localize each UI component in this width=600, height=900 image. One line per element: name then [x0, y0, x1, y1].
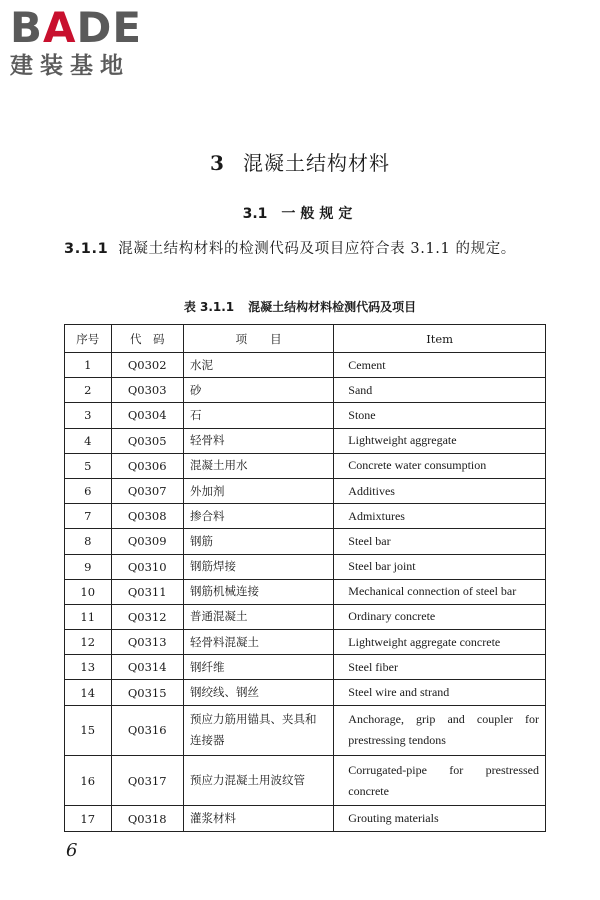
cell-code: Q0310: [111, 554, 183, 579]
cell-item-en: Stone: [334, 403, 546, 428]
cell-no: 3: [65, 403, 112, 428]
cell-code: Q0314: [111, 655, 183, 680]
table-row: [65, 680, 546, 705]
clause-number: 3.1.1: [64, 241, 109, 257]
cell-code: Q0305: [111, 428, 183, 453]
header-item: 项 目: [183, 325, 333, 353]
cell-item-en: Lightweight aggregate: [334, 428, 546, 453]
header-no: 序号: [65, 325, 112, 353]
cell-item-en: Steel bar: [334, 529, 546, 554]
cell-no: 14: [65, 680, 112, 705]
cell-item: 灌浆材料: [183, 806, 333, 831]
table-body: [65, 353, 546, 832]
table-row: [65, 453, 546, 478]
cell-code: Q0309: [111, 529, 183, 554]
cell-no: 10: [65, 579, 112, 604]
cell-item: 钢纤维: [183, 655, 333, 680]
cell-no: 9: [65, 554, 112, 579]
table-header-row: [65, 325, 546, 353]
cell-code: Q0302: [111, 353, 183, 378]
cell-code: Q0306: [111, 453, 183, 478]
cell-code: Q0303: [111, 378, 183, 403]
cell-code: Q0312: [111, 604, 183, 629]
cell-item-en: Steel fiber: [334, 655, 546, 680]
chapter-number: 3: [210, 151, 225, 175]
cell-code: Q0317: [111, 756, 183, 806]
cell-item: 钢筋机械连接: [183, 579, 333, 604]
table-row: [65, 554, 546, 579]
cell-no: 12: [65, 630, 112, 655]
header-code: 代 码: [111, 325, 183, 353]
cell-item: 水泥: [183, 353, 333, 378]
table-row: [65, 705, 546, 755]
cell-item-en: Anchorage, grip and coupler for prestressing tendons: [334, 705, 546, 755]
cell-item-en: Concrete water consumption: [334, 453, 546, 478]
cell-item: 轻骨料混凝土: [183, 630, 333, 655]
cell-no: 7: [65, 504, 112, 529]
table-row: [65, 504, 546, 529]
cell-no: 5: [65, 453, 112, 478]
cell-no: 16: [65, 756, 112, 806]
clause-text: 混凝土结构材料的检测代码及项目应符合表 3.1.1 的规定。: [118, 241, 516, 257]
materials-table: [64, 324, 546, 832]
cell-item: 掺合料: [183, 504, 333, 529]
cell-no: 15: [65, 705, 112, 755]
cell-item: 钢筋焊接: [183, 554, 333, 579]
cell-item: 石: [183, 403, 333, 428]
cell-item: 砂: [183, 378, 333, 403]
cell-no: 8: [65, 529, 112, 554]
chapter-title-text: 混凝土结构材料: [242, 151, 390, 175]
cell-item-en: Lightweight aggregate concrete: [334, 630, 546, 655]
section-title: [0, 203, 600, 223]
cell-no: 4: [65, 428, 112, 453]
table-row: [65, 428, 546, 453]
table-row: [65, 630, 546, 655]
cell-item: 预应力筋用锚具、夹具和连接器: [183, 705, 333, 755]
logo-mark: [10, 3, 180, 52]
table-row: [65, 403, 546, 428]
section-number: 3.1: [242, 206, 268, 222]
cell-item: 钢绞线、钢丝: [183, 680, 333, 705]
logo: [10, 3, 180, 80]
header-item-en: Item: [334, 325, 546, 353]
cell-item-en: Grouting materials: [334, 806, 546, 831]
cell-no: 11: [65, 604, 112, 629]
cell-item: 普通混凝土: [183, 604, 333, 629]
cell-code: Q0318: [111, 806, 183, 831]
cell-code: Q0308: [111, 504, 183, 529]
cell-item: 预应力混凝土用波纹管: [183, 756, 333, 806]
logo-accent-letter: A: [43, 3, 77, 52]
cell-item-en: Admixtures: [334, 504, 546, 529]
cell-code: Q0311: [111, 579, 183, 604]
cell-item-en: Sand: [334, 378, 546, 403]
section-title-text: 一般规定: [281, 206, 358, 222]
cell-item: 外加剂: [183, 478, 333, 503]
cell-code: Q0315: [111, 680, 183, 705]
table-row: [65, 378, 546, 403]
cell-no: 13: [65, 655, 112, 680]
cell-code: Q0307: [111, 478, 183, 503]
cell-item-en: Ordinary concrete: [334, 604, 546, 629]
table-row: [65, 579, 546, 604]
cell-code: Q0313: [111, 630, 183, 655]
cell-item: 钢筋: [183, 529, 333, 554]
table-caption-title: 混凝土结构材料检测代码及项目: [248, 300, 417, 314]
cell-item: 混凝土用水: [183, 453, 333, 478]
table-row: [65, 478, 546, 503]
cell-item-en: Steel wire and strand: [334, 680, 546, 705]
logo-subtitle: 建装基地: [10, 53, 130, 79]
table-row: [65, 604, 546, 629]
page-number: 6: [66, 840, 78, 861]
cell-code: Q0304: [111, 403, 183, 428]
cell-item-en: Mechanical connection of steel bar: [334, 579, 546, 604]
cell-item: 轻骨料: [183, 428, 333, 453]
table-caption-number: 表 3.1.1: [183, 300, 235, 314]
cell-code: Q0316: [111, 705, 183, 755]
cell-item-en: Additives: [334, 478, 546, 503]
cell-item-en: Steel bar joint: [334, 554, 546, 579]
logo-mark-text: BADE: [10, 3, 143, 52]
cell-item-en: Cement: [334, 353, 546, 378]
clause-paragraph: [64, 236, 546, 262]
cell-no: 2: [65, 378, 112, 403]
chapter-title: [0, 147, 600, 176]
cell-no: 6: [65, 478, 112, 503]
cell-no: 1: [65, 353, 112, 378]
table-row: [65, 655, 546, 680]
cell-item-en: Corrugated-pipe for prestressed concrete: [334, 756, 546, 806]
table-row: [65, 529, 546, 554]
table-caption: [0, 298, 600, 315]
table-row: [65, 806, 546, 831]
cell-no: 17: [65, 806, 112, 831]
table-row: [65, 756, 546, 806]
table-row: [65, 353, 546, 378]
